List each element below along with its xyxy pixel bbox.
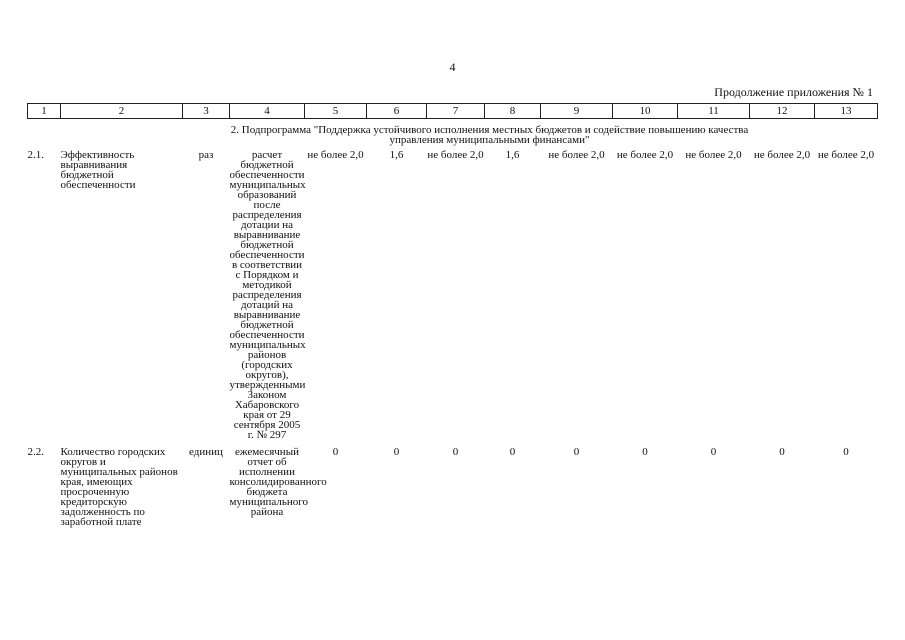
- column-number-cell: 11: [678, 104, 750, 119]
- indicator-value: 0: [332, 446, 339, 458]
- column-number-cell: 3: [183, 104, 230, 119]
- indicator-name: Эффективность выравнивания бюджетной обеспеченности: [60, 149, 136, 191]
- column-number-cell: 13: [815, 104, 878, 119]
- indicator-value: 1,6: [505, 149, 520, 161]
- row-number: 2.2.: [27, 446, 44, 458]
- indicator-value: не более 2,0: [427, 149, 484, 161]
- column-number-cell: 8: [485, 104, 541, 119]
- column-number-cell: 6: [367, 104, 427, 119]
- page-number: 4: [449, 60, 456, 74]
- column-number-cell: 10: [613, 104, 678, 119]
- unit-of-measure: раз: [198, 149, 214, 161]
- row-number: 2.1.: [27, 149, 44, 161]
- indicator-value: 1,6: [389, 149, 404, 161]
- indicator-value: 0: [573, 446, 580, 458]
- appendix-continuation-note: Продолжение приложения № 1: [714, 85, 873, 99]
- column-number-cell: 4: [230, 104, 305, 119]
- column-number-cell: 5: [305, 104, 367, 119]
- indicator-value: не более 2,0: [685, 149, 742, 161]
- indicator-value: не более 2,0: [616, 149, 674, 161]
- indicator-value: 0: [642, 446, 648, 458]
- indicator-value: 0: [710, 446, 717, 458]
- subprogram-title: 2. Подпрограмма "Поддержка устойчивого исполнения местных бюджетов и содействие повышению качества управления муниципальными финансами": [230, 124, 749, 146]
- subprogram-row: [28, 119, 878, 149]
- column-number-cell: 7: [427, 104, 485, 119]
- calculation-method: расчет бюджетной обеспеченности муниципальных образований после распределения дотации на выравнивание бюджетной обеспеченности в соответствии с Порядком и методикой распределения дотаций на выравнивание бюджетной обеспеченности муниципальных районов (городских округов), утвержденными Законом Хабаровского края от 29 сентября 2005 г. № 297: [229, 149, 306, 441]
- indicator-value: 0: [509, 446, 516, 458]
- table-row: [28, 148, 878, 440]
- column-number-cell: 2: [61, 104, 183, 119]
- indicator-value: не более 2,0: [817, 149, 875, 161]
- column-number-cell: 1: [28, 104, 61, 119]
- indicator-value: не более 2,0: [753, 149, 811, 161]
- column-number-cell: 9: [541, 104, 613, 119]
- indicator-value: не более 2,0: [548, 149, 605, 161]
- calculation-method: ежемесячный отчет об исполнении консолидированного бюджета муниципального района: [229, 446, 327, 518]
- indicator-value: 0: [452, 446, 459, 458]
- unit-of-measure: единиц: [189, 446, 223, 458]
- indicator-value: 0: [779, 446, 785, 458]
- indicator-name: Количество городских округов и муниципальных районов края, имеющих просроченную кредиторскую задолженность по заработной плате: [60, 446, 178, 528]
- table-row: [28, 440, 878, 527]
- indicator-value: не более 2,0: [307, 149, 364, 161]
- column-number-cell: 12: [750, 104, 815, 119]
- indicators-table: [27, 103, 878, 527]
- indicator-value: 0: [843, 446, 849, 458]
- column-number-row: [28, 104, 878, 119]
- indicator-value: 0: [393, 446, 400, 458]
